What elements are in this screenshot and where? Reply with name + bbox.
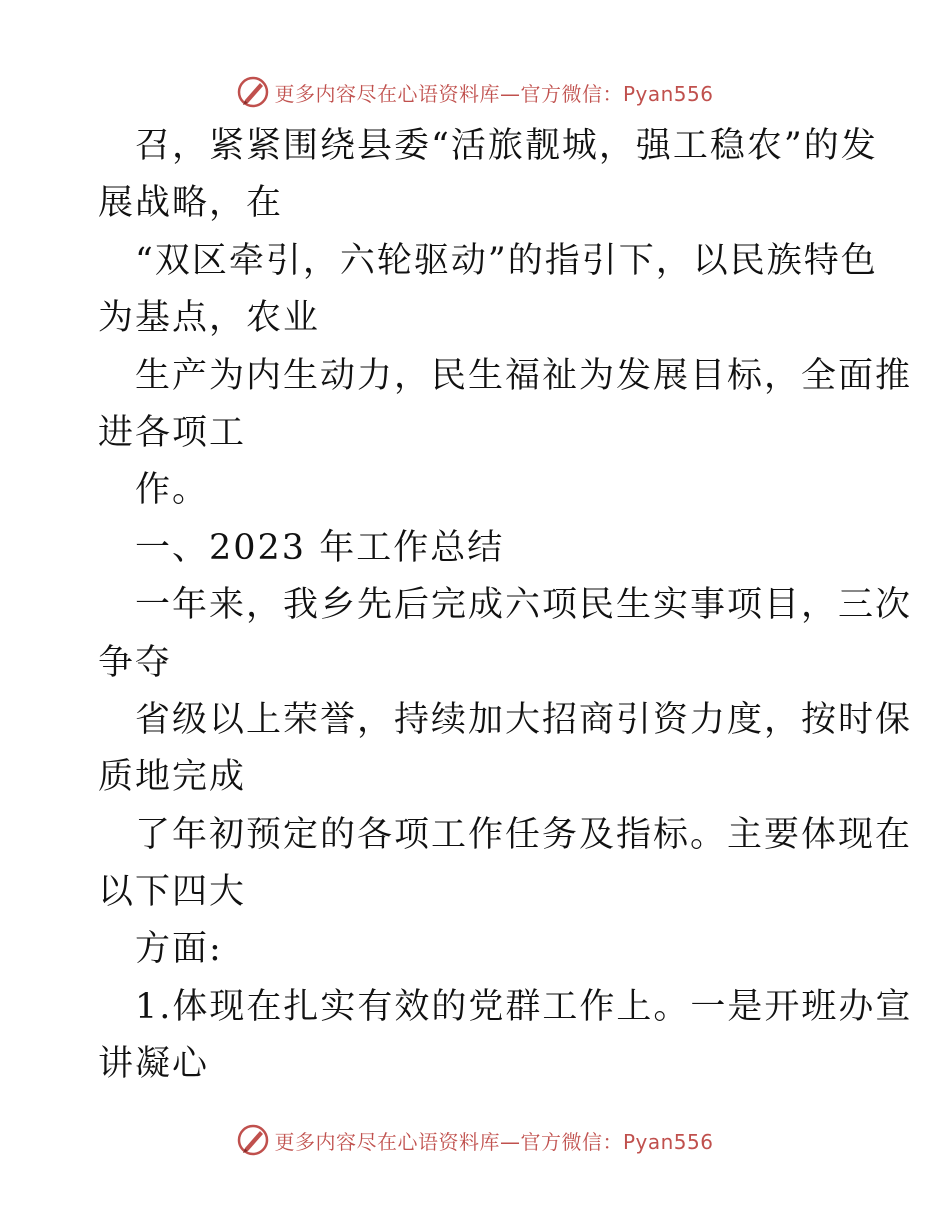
watermark-header [0, 72, 950, 112]
text-line: 1.体现在扎实有效的党群工作上。一是开班办宣 [135, 986, 913, 1027]
watermark-footer [0, 1120, 950, 1160]
watermark-text: 更多内容尽在心语资料库—官方微信：Pyan556 [274, 81, 714, 106]
text-line: 进各项工 [98, 412, 247, 453]
text-line: 方面: [135, 929, 223, 970]
text-line: 一年来，我乡先后完成六项民生实事项目，三次 [135, 585, 913, 626]
watermark-text: 更多内容尽在心语资料库—官方微信：Pyan556 [274, 1129, 714, 1154]
text-line: 质地完成 [98, 757, 247, 798]
text-line: 作。 [135, 470, 210, 511]
text-line: 以下四大 [98, 872, 247, 913]
text-line: “双区牵引，六轮驱动”的指引下，以民族特色 [135, 240, 878, 281]
pen-logo-icon [236, 1123, 270, 1157]
document-body [98, 118, 913, 1094]
section-heading: 一、2023 年工作总结 [135, 527, 505, 568]
text-line: 了年初预定的各项工作任务及指标。主要体现在 [135, 814, 913, 855]
pen-logo-icon [236, 75, 270, 109]
text-line: 省级以上荣誉，持续加大招商引资力度，按时保 [135, 699, 913, 740]
text-line: 展战略，在 [98, 183, 284, 224]
text-line: 争夺 [98, 642, 173, 683]
text-line: 讲凝心 [98, 1044, 210, 1085]
text-line: 生产为内生动力，民生福祉为发展目标，全面推 [135, 355, 913, 396]
text-line: 召，紧紧围绕县委“活旅靓城，强工稳农”的发 [135, 126, 878, 166]
text-line: 为基点，农业 [98, 298, 321, 339]
